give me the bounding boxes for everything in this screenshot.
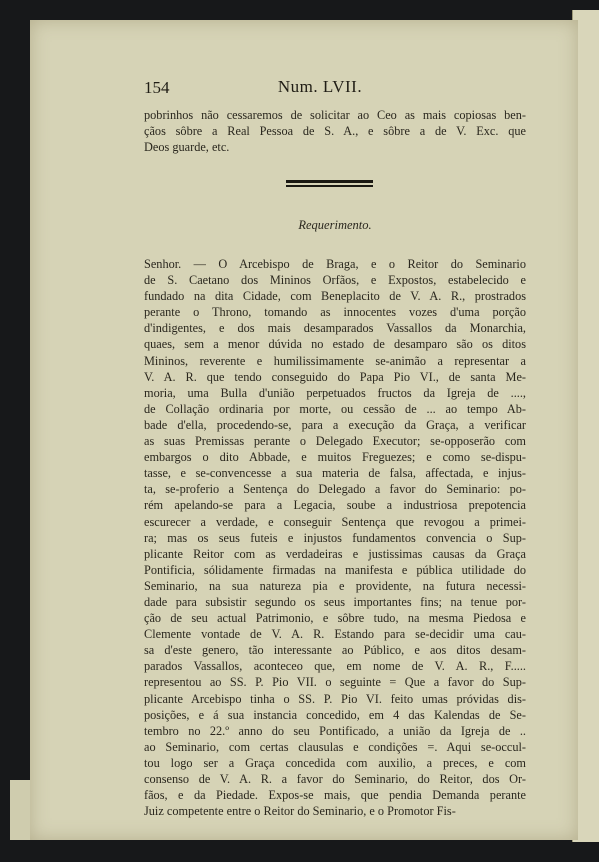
text-line: sa d'este genero, tão interessante ao Público, e aos ditos desam- <box>144 643 526 658</box>
text-line: de S. Caetano dos Mininos Orfãos, e Expostos, estabelecido e <box>144 273 526 288</box>
text-line: bade d'ella, procedendo-se, para a execução da Graça, a verificar <box>144 417 526 432</box>
text-line: posições, e á sua instancia concedido, em 4 das Kalendas de Se- <box>144 707 526 722</box>
text-line: Mininos, reverente e humilissimamente se-animão a representar a <box>144 353 526 368</box>
text-line: ta, se-proferio a Sentença do Delegado a favor do Seminario: po- <box>144 482 526 497</box>
text-line: plicante Reitor com as verdadeiras e justissimas causas da Graça <box>144 546 526 561</box>
text-line: parados Vassallos, aconteceo que, em nome de V. A. R., F..... <box>144 659 526 674</box>
text-line: embargos o dito Abbade, e muitos Freguezes; e como se-dispu- <box>144 450 526 465</box>
text-line: consenso de V. A. R. a favor do Seminario, do Reitor, dos Or- <box>144 772 526 786</box>
text-line: V. A. R. que tendo conseguido do Papa Pio VI., de santa Me- <box>144 369 526 384</box>
text-line: çãos sôbre a Real Pessoa de S. A., e sôbre a de V. Exc. que <box>144 124 526 139</box>
text-line: ao Seminario, com certas clausulas e condições =. Aqui se-occul- <box>144 739 526 754</box>
text-line: plicante Arcebispo tinha o SS. P. Pio VI. feito umas próvidas dis- <box>144 691 526 706</box>
text-line: Senhor. — O Arcebispo de Braga, e o Reitor do Seminario <box>144 257 526 271</box>
text-line: ra; mas os seus futeis e injustos fundamentos convencia o Sup- <box>144 530 526 545</box>
text-line: de Collação ordinaria por morte, ou cessão de ... ao tempo Ab- <box>144 401 526 416</box>
text-line: dade para subsistir segundo os seus importantes fins; na tenue por- <box>144 594 526 609</box>
text-line: Pontificia, sólidamente firmadas na manifesta e pública utilidade do <box>144 562 526 577</box>
text-line: tasse, e se-convencesse a sua materia de falsa, affectada, e injus- <box>144 466 526 481</box>
text-line: escurecer a verdade, e conseguir Sentença que revogou a primei- <box>144 514 526 529</box>
text-line: moria, uma Bulla d'união perpetuados fructos da Igreja de ...., <box>144 385 526 400</box>
text-line: fundado na dita Cidade, com Beneplacito de V. A. R., prostrados <box>144 289 526 304</box>
thin-divider-rule <box>286 185 373 187</box>
text-line: rém apelando-se para a Legacia, soube a industriosa prepotencia <box>144 498 526 513</box>
text-line: ção de seu actual Patrimonio, e sôbre tudo, na mesma Piedosa e <box>144 611 526 626</box>
text-line: quaes, sem a menor dúvida no estado de desamparo são os ditos <box>144 337 526 352</box>
text-line: representou ao SS. P. Pio VII. o seguinte = Que a favor do Sup- <box>144 675 526 690</box>
text-line: perante o Throno, tomando as innocentes vozes d'uma porção <box>144 305 526 320</box>
text-line: Juiz competente entre o Reitor do Seminario, e o Promotor Fis- <box>144 804 456 819</box>
text-line: pobrinhos não cessaremos de solicitar ao Ceo as mais copiosas ben- <box>144 108 526 122</box>
text-line: Clemente vontade de V. A. R. Estando para se-decidir uma cau- <box>144 627 526 642</box>
text-line: tou logo ser a Graça concedida com auxilio, a preces, e com <box>144 755 526 770</box>
page-number: 154 <box>144 78 170 97</box>
text-line: fãos, e da Piedade. Expos-se mais, que pendia Demanda perante <box>144 788 526 803</box>
text-line: tembro no 22.º anno do seu Pontificado, a união da Igreja de .. <box>144 723 526 738</box>
running-title: Num. LVII. <box>277 77 363 96</box>
page-header <box>114 58 526 97</box>
text-line: d'indigentes, e dos mais desamparados Vassallos da Monarchia, <box>144 321 526 336</box>
body-paragraph <box>144 256 526 819</box>
intro-paragraph <box>144 107 526 155</box>
text-line: Seminario, na sua natureza pia e providente, na futura necessi- <box>144 578 526 593</box>
thick-divider-rule <box>286 180 373 183</box>
text-line: Deos guarde, etc. <box>144 140 230 155</box>
section-title: Requerimento. <box>298 218 372 232</box>
text-line: as suas Premissas perante o Delegado Executor; se-opposerão com <box>144 434 526 449</box>
